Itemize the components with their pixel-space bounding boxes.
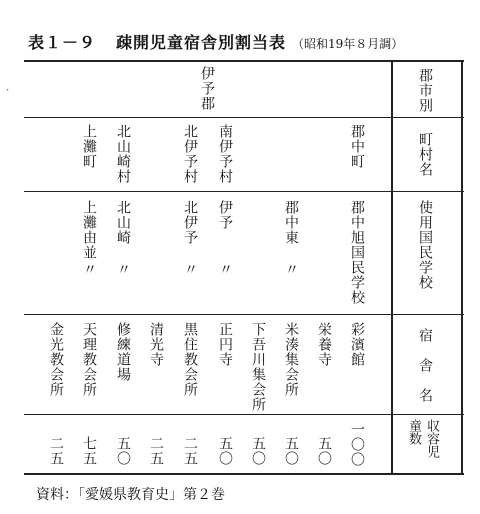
child-count: 二五 bbox=[182, 436, 198, 466]
child-count: 一〇〇 bbox=[349, 422, 365, 467]
header-count-a: 収容児 bbox=[424, 419, 439, 458]
child-count: 二五 bbox=[148, 436, 164, 466]
header-school: 使用国民学校 bbox=[417, 200, 433, 290]
source-note: 資料：「愛媛県教育史」第２巻 bbox=[36, 487, 225, 503]
lodging-name: 正円寺 bbox=[217, 322, 233, 367]
table-title-date: （昭和19年８月調） bbox=[292, 37, 404, 51]
school-name: 北伊予 bbox=[182, 200, 198, 245]
town-name: 南伊予村 bbox=[217, 124, 233, 184]
header-town: 町村名 bbox=[417, 132, 433, 177]
lodging-name: 金光教会所 bbox=[48, 322, 64, 397]
lodging-name: 米湊集会所 bbox=[283, 322, 299, 397]
lodging-name: 修練道場 bbox=[115, 322, 131, 382]
child-count: 五〇 bbox=[115, 436, 131, 466]
town-name: 上灘町 bbox=[81, 124, 97, 169]
lodging-name: 下吾川集会所 bbox=[250, 322, 266, 412]
rule-right bbox=[461, 60, 463, 475]
child-count: 五〇 bbox=[217, 436, 233, 466]
table-title-main: 疎開児童宿舎別割当表 bbox=[116, 33, 287, 52]
child-count: 二五 bbox=[48, 436, 64, 466]
school-name: 北山崎 bbox=[115, 200, 131, 245]
child-count: 五〇 bbox=[283, 436, 299, 466]
child-count: 五〇 bbox=[250, 436, 266, 466]
school-name: 上灘由並 bbox=[81, 200, 97, 260]
rule-town bbox=[24, 191, 464, 192]
table-title bbox=[28, 30, 403, 53]
school-ditto: 〃 bbox=[182, 262, 198, 277]
town-name: 北伊予村 bbox=[182, 124, 198, 184]
school-name: 伊予 bbox=[217, 200, 233, 230]
lodging-name: 黒住教会所 bbox=[182, 322, 198, 397]
rule-top bbox=[24, 60, 464, 62]
lodging-name: 天理教会所 bbox=[81, 322, 97, 397]
table-number: 表１－９ bbox=[28, 33, 97, 52]
town-name: 北山崎村 bbox=[115, 124, 131, 184]
lodging-name: 彩濱館 bbox=[349, 322, 365, 367]
rule-lodging bbox=[24, 414, 464, 415]
header-lodging: 宿 舎 名 bbox=[417, 328, 433, 403]
rule-gun bbox=[24, 117, 464, 118]
lodging-name: 栄養寺 bbox=[316, 322, 332, 367]
lodging-name: 清光寺 bbox=[148, 322, 164, 367]
rule-school bbox=[24, 314, 464, 315]
margin-mark: ・ bbox=[1, 85, 11, 94]
child-count: 七五 bbox=[81, 436, 97, 466]
town-name: 郡中町 bbox=[349, 124, 365, 169]
school-ditto: 〃 bbox=[115, 262, 131, 277]
gun-name: 伊予郡 bbox=[199, 66, 215, 111]
header-gun: 郡市別 bbox=[417, 68, 433, 113]
school-name: 郡中東 bbox=[283, 200, 299, 245]
school-ditto: 〃 bbox=[217, 262, 233, 277]
rule-header-divider bbox=[391, 60, 393, 475]
rule-bottom bbox=[24, 473, 464, 475]
school-name: 郡中旭国民学校 bbox=[349, 200, 365, 305]
school-ditto: 〃 bbox=[81, 262, 97, 277]
header-count-b: 童数 bbox=[406, 419, 421, 445]
child-count: 五〇 bbox=[316, 436, 332, 466]
school-ditto: 〃 bbox=[283, 262, 299, 277]
